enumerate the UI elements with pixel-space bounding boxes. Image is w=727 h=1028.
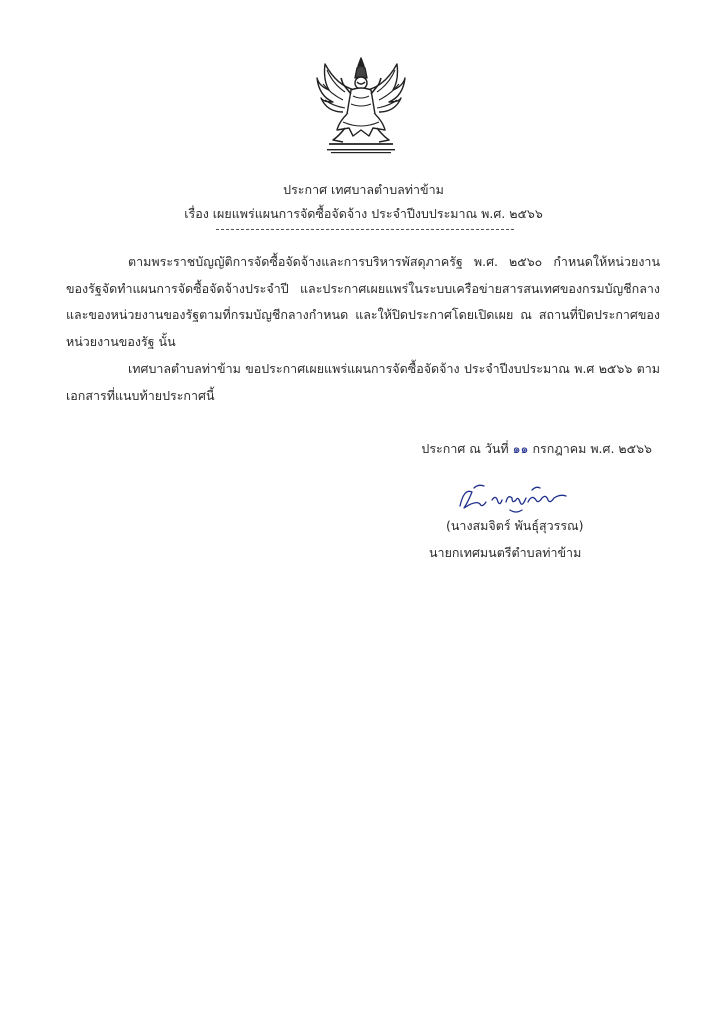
signature-icon bbox=[456, 480, 576, 516]
body-paragraph-1: ตามพระราชบัญญัติการจัดซื้อจัดจ้างและการบริหารพัสดุภาครัฐ พ.ศ. ๒๕๖๐ กำหนดให้หน่วยงานของรัฐจัดทำแผนการจัดซื้อจัดจ้างประจำปี และประกาศเผยแพร่ในระบบเครือข่ายสารสนเทศของกรมบัญชีกลางและของหน่วยงานของรัฐตามที่กรมบัญชีกลางกำหนด และให้ปิดประกาศโดยเปิดเผย ณ สถานที่ปิดประกาศของหน่วยงานของรัฐ นั้น bbox=[66, 254, 660, 349]
signer-name: (นางสมจิตร์ พันธุ์สุวรรณ) bbox=[446, 518, 584, 533]
heading-divider bbox=[216, 229, 514, 230]
garuda-emblem-icon bbox=[315, 56, 407, 156]
announcement-subject: เรื่อง เผยแพร่แผนการจัดซื้อจัดจ้าง ประจำปีงบประมาณ พ.ศ. ๒๕๖๖ bbox=[184, 206, 543, 221]
date-day: ๑๑ bbox=[512, 441, 529, 456]
signer-title: นายกเทศมนตรีตำบลท่าข้าม bbox=[429, 545, 582, 560]
date-month-year: กรกฎาคม พ.ศ. ๒๕๖๖ bbox=[532, 441, 652, 456]
date-prefix: ประกาศ ณ วันที่ bbox=[421, 441, 509, 456]
body-paragraph-2: เทศบาลตำบลท่าข้าม ขอประกาศเผยแพร่แผนการจัดซื้อจัดจ้าง ประจำปีงบประมาณ พ.ศ ๒๕๖๖ ตามเอกสารที่แนบท้ายประกาศนี้ bbox=[66, 361, 660, 403]
announcement-date bbox=[421, 441, 652, 457]
announcement-issuer: ประกาศ เทศบาลตำบลท่าข้าม bbox=[283, 182, 444, 197]
